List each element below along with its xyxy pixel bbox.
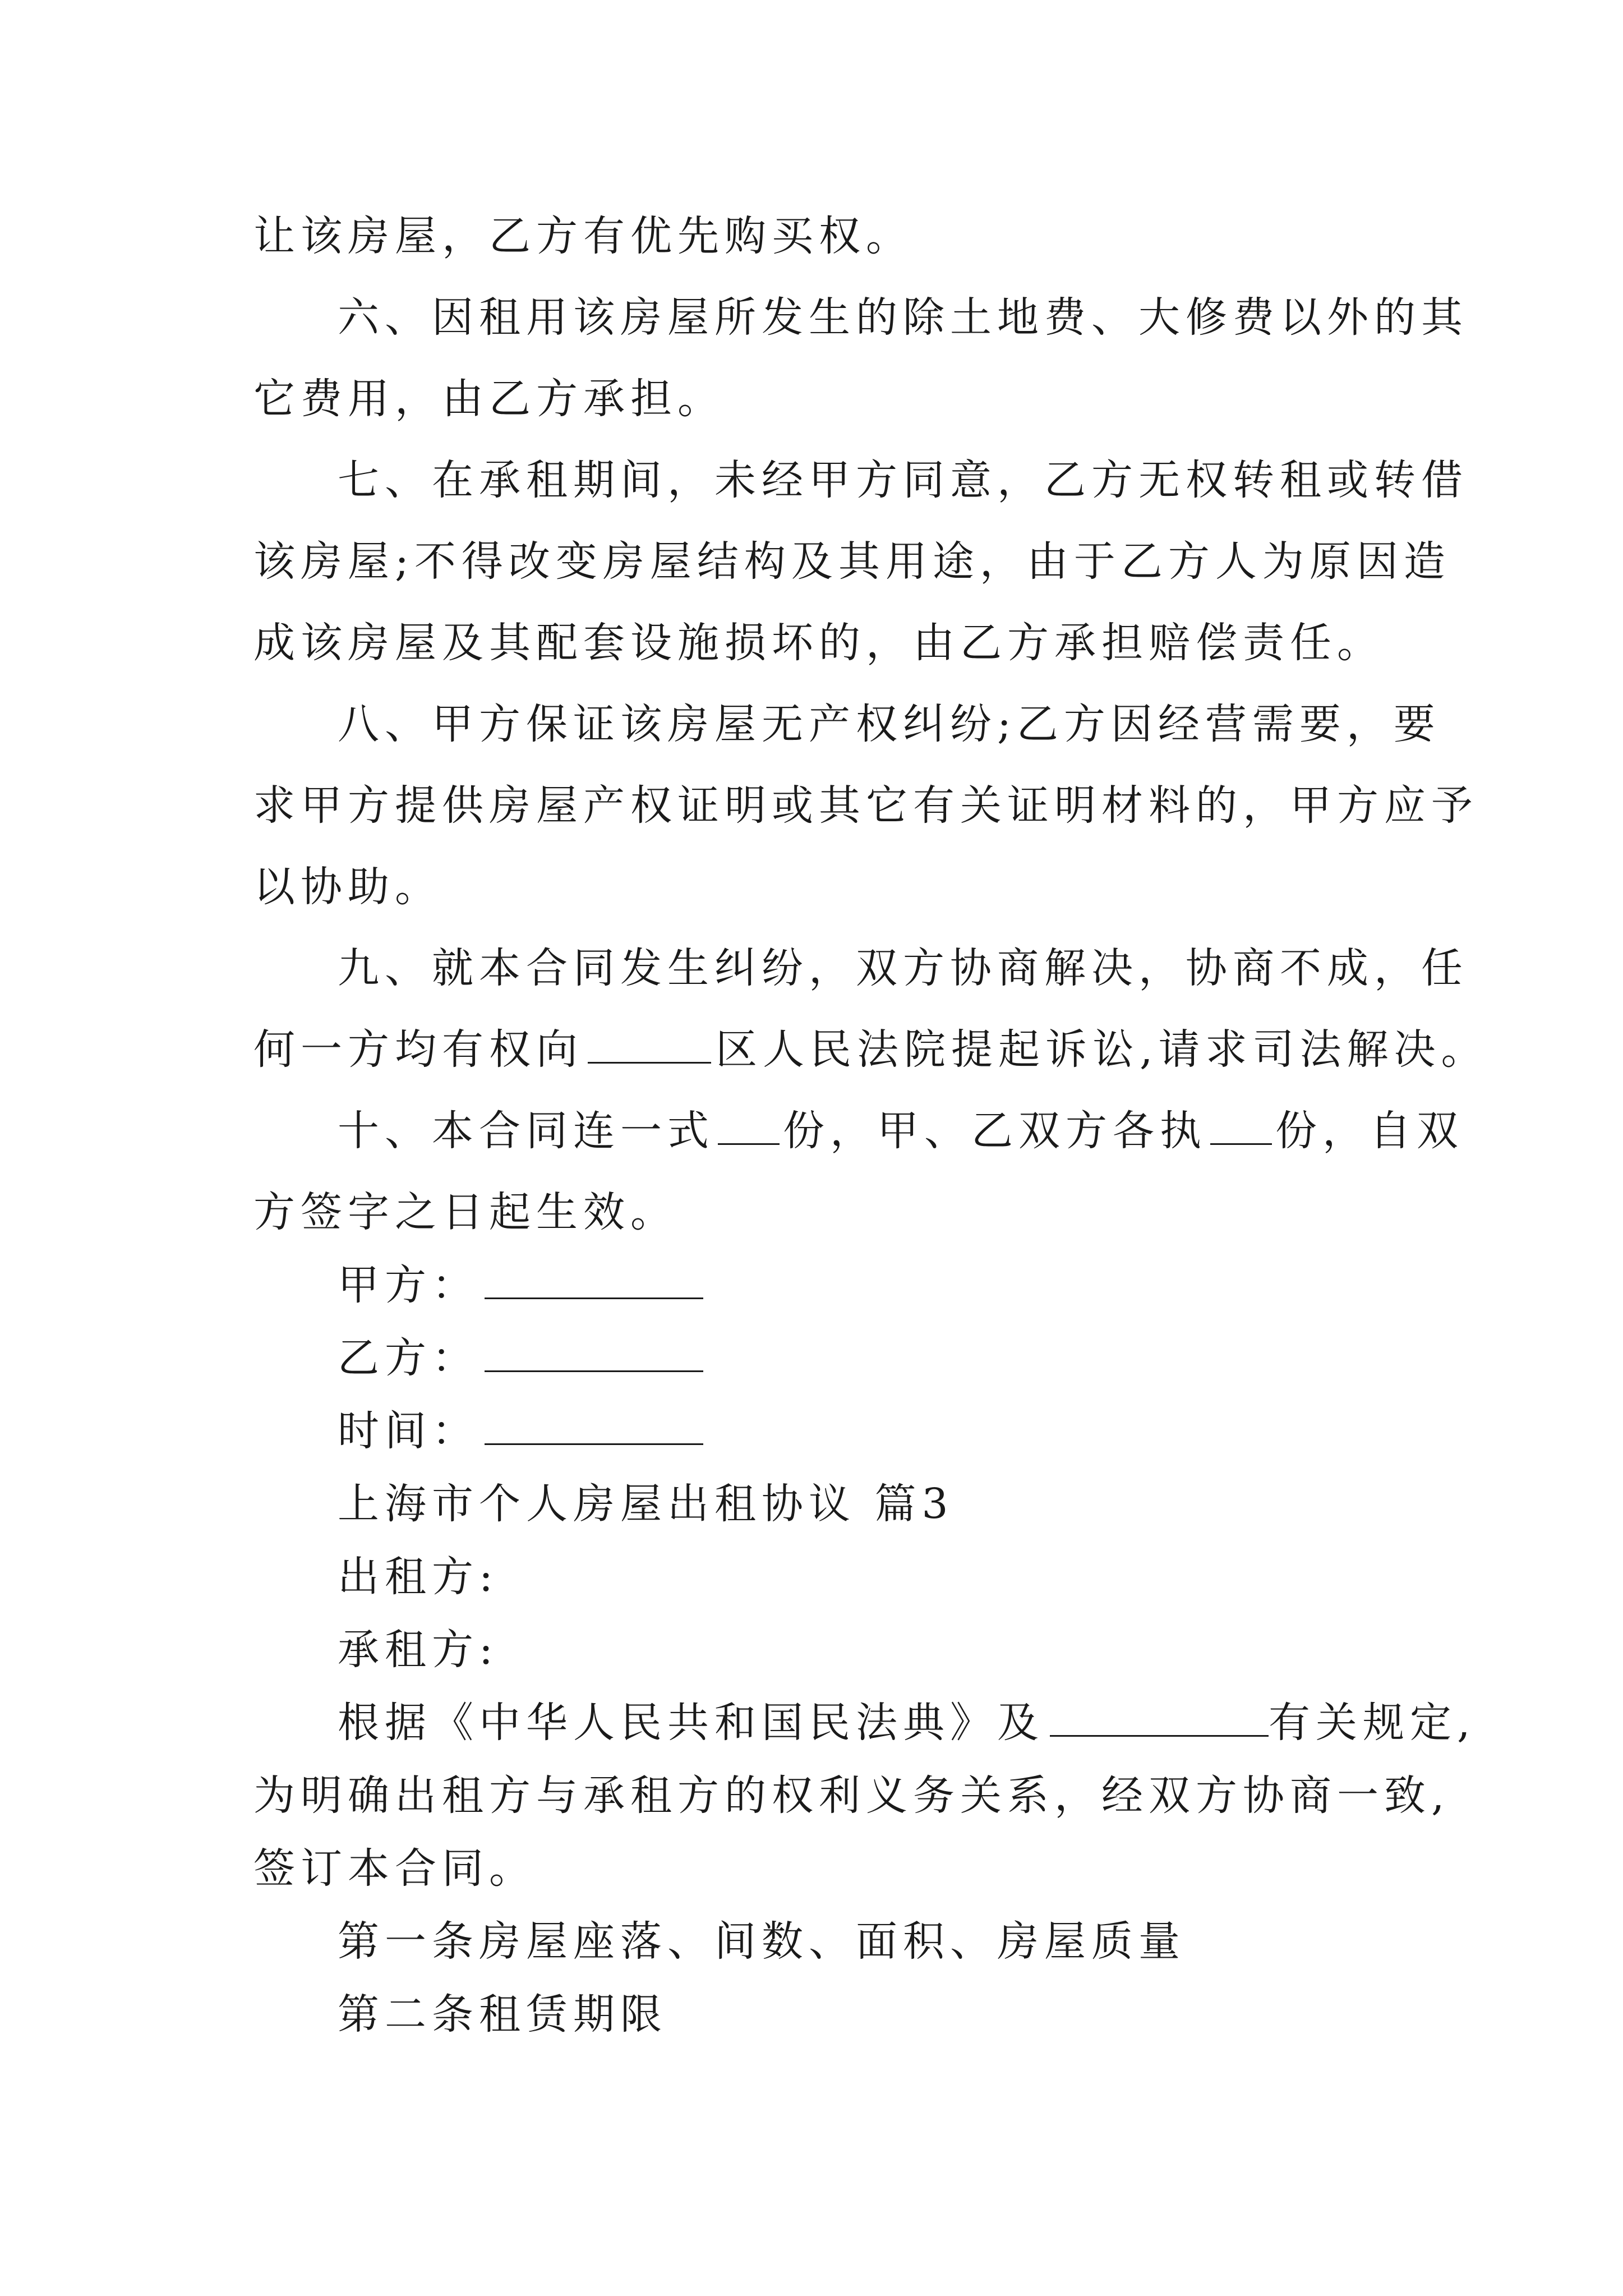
paragraph-line <box>253 1841 536 1897</box>
party-a-signature-line <box>338 1257 703 1313</box>
label: 时间： <box>338 1407 479 1455</box>
label: 承租方: <box>338 1626 499 1674</box>
court-blank <box>588 1027 711 1064</box>
text: 第一条房屋座落、间数、面积、房屋质量 <box>338 1917 1186 1966</box>
paragraph-line <box>253 1768 1450 1824</box>
text: 根据《中华人民共和国民法典》及 <box>338 1699 1044 1747</box>
text: 何一方均有权向 <box>253 1025 583 1074</box>
date-signature-line <box>338 1403 703 1459</box>
clause-nine-heading <box>338 940 1468 996</box>
text: 为明确出租方与承租方的权利义务关系，经双方协商一致, <box>253 1772 1450 1820</box>
text: 份，自双 <box>1275 1107 1464 1155</box>
label: 甲方： <box>338 1261 479 1309</box>
text: 签订本合同。 <box>253 1844 536 1893</box>
text: 七、在承租期间，未经甲方同意，乙方无权转租或转借 <box>338 456 1468 504</box>
paragraph-line <box>253 1022 1488 1078</box>
clause-six-heading <box>338 289 1468 346</box>
regulation-blank <box>1050 1700 1269 1737</box>
text: 成该房屋及其配套设施损坏的，由乙方承担赔偿责任。 <box>253 619 1384 667</box>
paragraph-line <box>253 208 913 264</box>
label: 乙方： <box>338 1334 479 1382</box>
party-b-signature-line <box>338 1330 703 1386</box>
party-a-blank <box>485 1263 703 1299</box>
lessee-line <box>338 1622 499 1678</box>
article-one-heading <box>338 1913 1186 1970</box>
text: 让该房屋，乙方有优先购买权。 <box>253 212 913 260</box>
article-two-heading <box>338 1986 667 2042</box>
text: 以协助。 <box>253 863 442 911</box>
paragraph-line <box>253 777 1478 834</box>
text: 它费用，由乙方承担。 <box>253 375 725 423</box>
text: 该房屋;不得改变房屋结构及其用途，由于乙方人为原因造 <box>253 537 1451 586</box>
text: 区人民法院提起诉讼,请求司法解决。 <box>716 1025 1488 1074</box>
label: 出租方: <box>338 1553 499 1601</box>
paragraph-line <box>253 1184 677 1240</box>
text: 求甲方提供房屋产权证明或其它有关证明材料的，甲方应予 <box>253 781 1478 830</box>
text: 十、本合同连一式 <box>338 1107 714 1155</box>
clause-ten-heading <box>338 1103 1464 1159</box>
text: 八、甲方保证该房屋无产权纠纷;乙方因经营需要，要 <box>338 700 1441 748</box>
paragraph-line <box>253 371 725 427</box>
text: 份，甲、乙双方各执 <box>783 1107 1207 1155</box>
copies-total-blank <box>718 1108 780 1145</box>
preamble-line <box>338 1695 1476 1751</box>
date-blank <box>485 1409 703 1445</box>
section-title <box>338 1476 954 1532</box>
text: 有关规定, <box>1269 1699 1476 1747</box>
lessor-line <box>338 1549 499 1605</box>
party-b-blank <box>485 1336 703 1372</box>
paragraph-line <box>253 615 1384 671</box>
paragraph-line <box>253 859 442 915</box>
text: 六、因租用该房屋所发生的除土地费、大修费以外的其 <box>338 293 1468 342</box>
text: 上海市个人房屋出租协议 篇3 <box>338 1480 954 1528</box>
text: 九、就本合同发生纠纷，双方协商解决，协商不成，任 <box>338 944 1468 992</box>
copies-each-blank <box>1210 1108 1272 1145</box>
clause-seven-heading <box>338 452 1468 508</box>
text: 方签字之日起生效。 <box>253 1188 677 1236</box>
clause-eight-heading <box>338 696 1441 752</box>
text: 第二条租赁期限 <box>338 1990 667 2039</box>
paragraph-line <box>253 533 1451 590</box>
